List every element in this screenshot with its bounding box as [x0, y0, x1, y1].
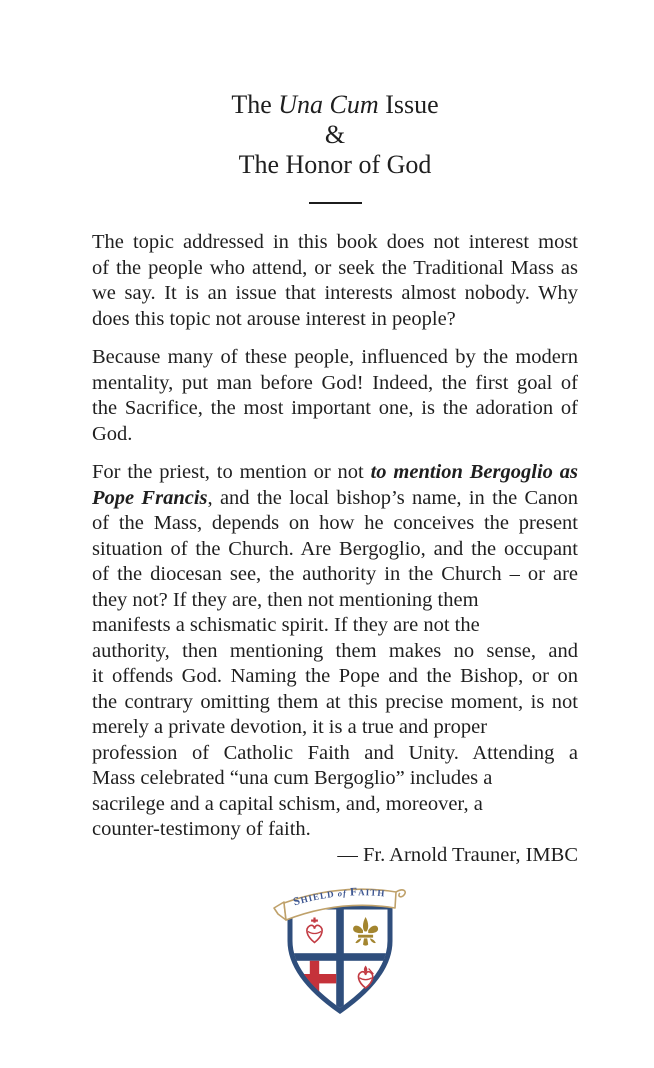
text-line	[92, 486, 578, 512]
plain-text: we say. It is an issue that interests almost nobody. Why	[92, 282, 578, 304]
plain-text: situation of the Church. Are Bergoglio, and the occupant	[92, 537, 578, 560]
shield-of-faith-emblem	[270, 877, 410, 1022]
plain-text: , and the local bishop’s name, in the Canon	[207, 486, 578, 509]
text-line	[92, 664, 578, 690]
text-line	[92, 741, 578, 767]
plain-text: mentality, put man before God! Indeed, the first goal of	[92, 371, 578, 394]
text-line	[92, 511, 578, 537]
paragraph	[92, 460, 578, 843]
text-line	[92, 345, 578, 371]
text-line	[92, 715, 578, 741]
text-line	[92, 817, 578, 843]
plain-text: The Honor of God	[238, 150, 432, 179]
text-line	[92, 588, 578, 614]
text-line	[92, 150, 578, 180]
plain-text: of the Mass, depends on how he conceives the present	[92, 512, 578, 534]
paragraph	[92, 230, 578, 332]
text-line	[92, 639, 578, 665]
plain-text: it offends God. Naming the Pope and the Bishop, or on	[92, 665, 578, 687]
plain-text: merely a private devotion, it is a true and proper	[92, 716, 488, 738]
emphasis-text: Una Cum	[278, 90, 379, 119]
plain-text: manifests a schismatic spirit. If they are not the	[92, 614, 480, 636]
text-line	[92, 562, 578, 588]
plain-text: authority, then mentioning them makes no sense, and	[92, 639, 578, 662]
text-line	[92, 766, 578, 792]
title-divider	[309, 202, 362, 204]
plain-text: does this topic not arouse interest in people?	[92, 307, 456, 330]
emphasis-text: to mention Bergoglio as	[370, 461, 578, 483]
text-line	[92, 256, 578, 282]
plain-text: the contrary omitting them at this precise moment, is not	[92, 690, 578, 713]
signature: — Fr. Arnold Trauner, IMBC	[337, 843, 578, 866]
plain-text: of the people who attend, or seek the Traditional Mass as	[92, 256, 578, 279]
shield-of-faith-svg	[270, 877, 410, 1017]
plain-text: God.	[92, 422, 133, 445]
text-line	[92, 307, 578, 333]
plain-text: For the priest, to mention or not	[92, 461, 371, 483]
text-line	[92, 537, 578, 563]
shield	[290, 907, 390, 1011]
plain-text: The topic addressed in this book does not interest most	[92, 231, 578, 253]
text-line	[92, 90, 578, 120]
banner-text: SHIELD of FAITH	[291, 886, 386, 909]
text-line	[92, 422, 578, 448]
text-line	[92, 230, 578, 256]
plain-text: sacrilege and a capital schism, and, moreover, a	[92, 792, 483, 815]
plain-text: the Sacrifice, the most important one, is the adoration of	[92, 397, 578, 419]
text-column	[92, 0, 578, 1022]
emphasis-text: Pope Francis	[92, 486, 208, 509]
text-line	[92, 281, 578, 307]
text-line	[92, 396, 578, 422]
paragraph	[92, 345, 578, 447]
title-block	[92, 90, 578, 180]
plain-text: Because many of these people, influenced by the modern	[92, 346, 578, 368]
plain-text: of the diocesan see, the authority in the Church – or are	[92, 563, 578, 585]
plain-text: The	[231, 90, 279, 119]
shield-cross-horizontal	[290, 953, 390, 961]
paragraphs	[92, 230, 578, 843]
plain-text: &	[324, 120, 346, 149]
text-line	[92, 120, 578, 150]
plain-text: counter-testimony of faith.	[92, 818, 311, 840]
text-line	[92, 613, 578, 639]
plain-text: profession of Catholic Faith and Unity. Attending a	[92, 741, 578, 764]
text-line	[92, 371, 578, 397]
plain-text: Mass celebrated “una cum Bergoglio” includes a	[92, 767, 493, 789]
plain-text: Issue	[378, 90, 439, 119]
plain-text: they not? If they are, then not mentioning them	[92, 588, 479, 611]
text-line	[92, 690, 578, 716]
text-line	[92, 792, 578, 818]
text-line	[92, 460, 578, 486]
